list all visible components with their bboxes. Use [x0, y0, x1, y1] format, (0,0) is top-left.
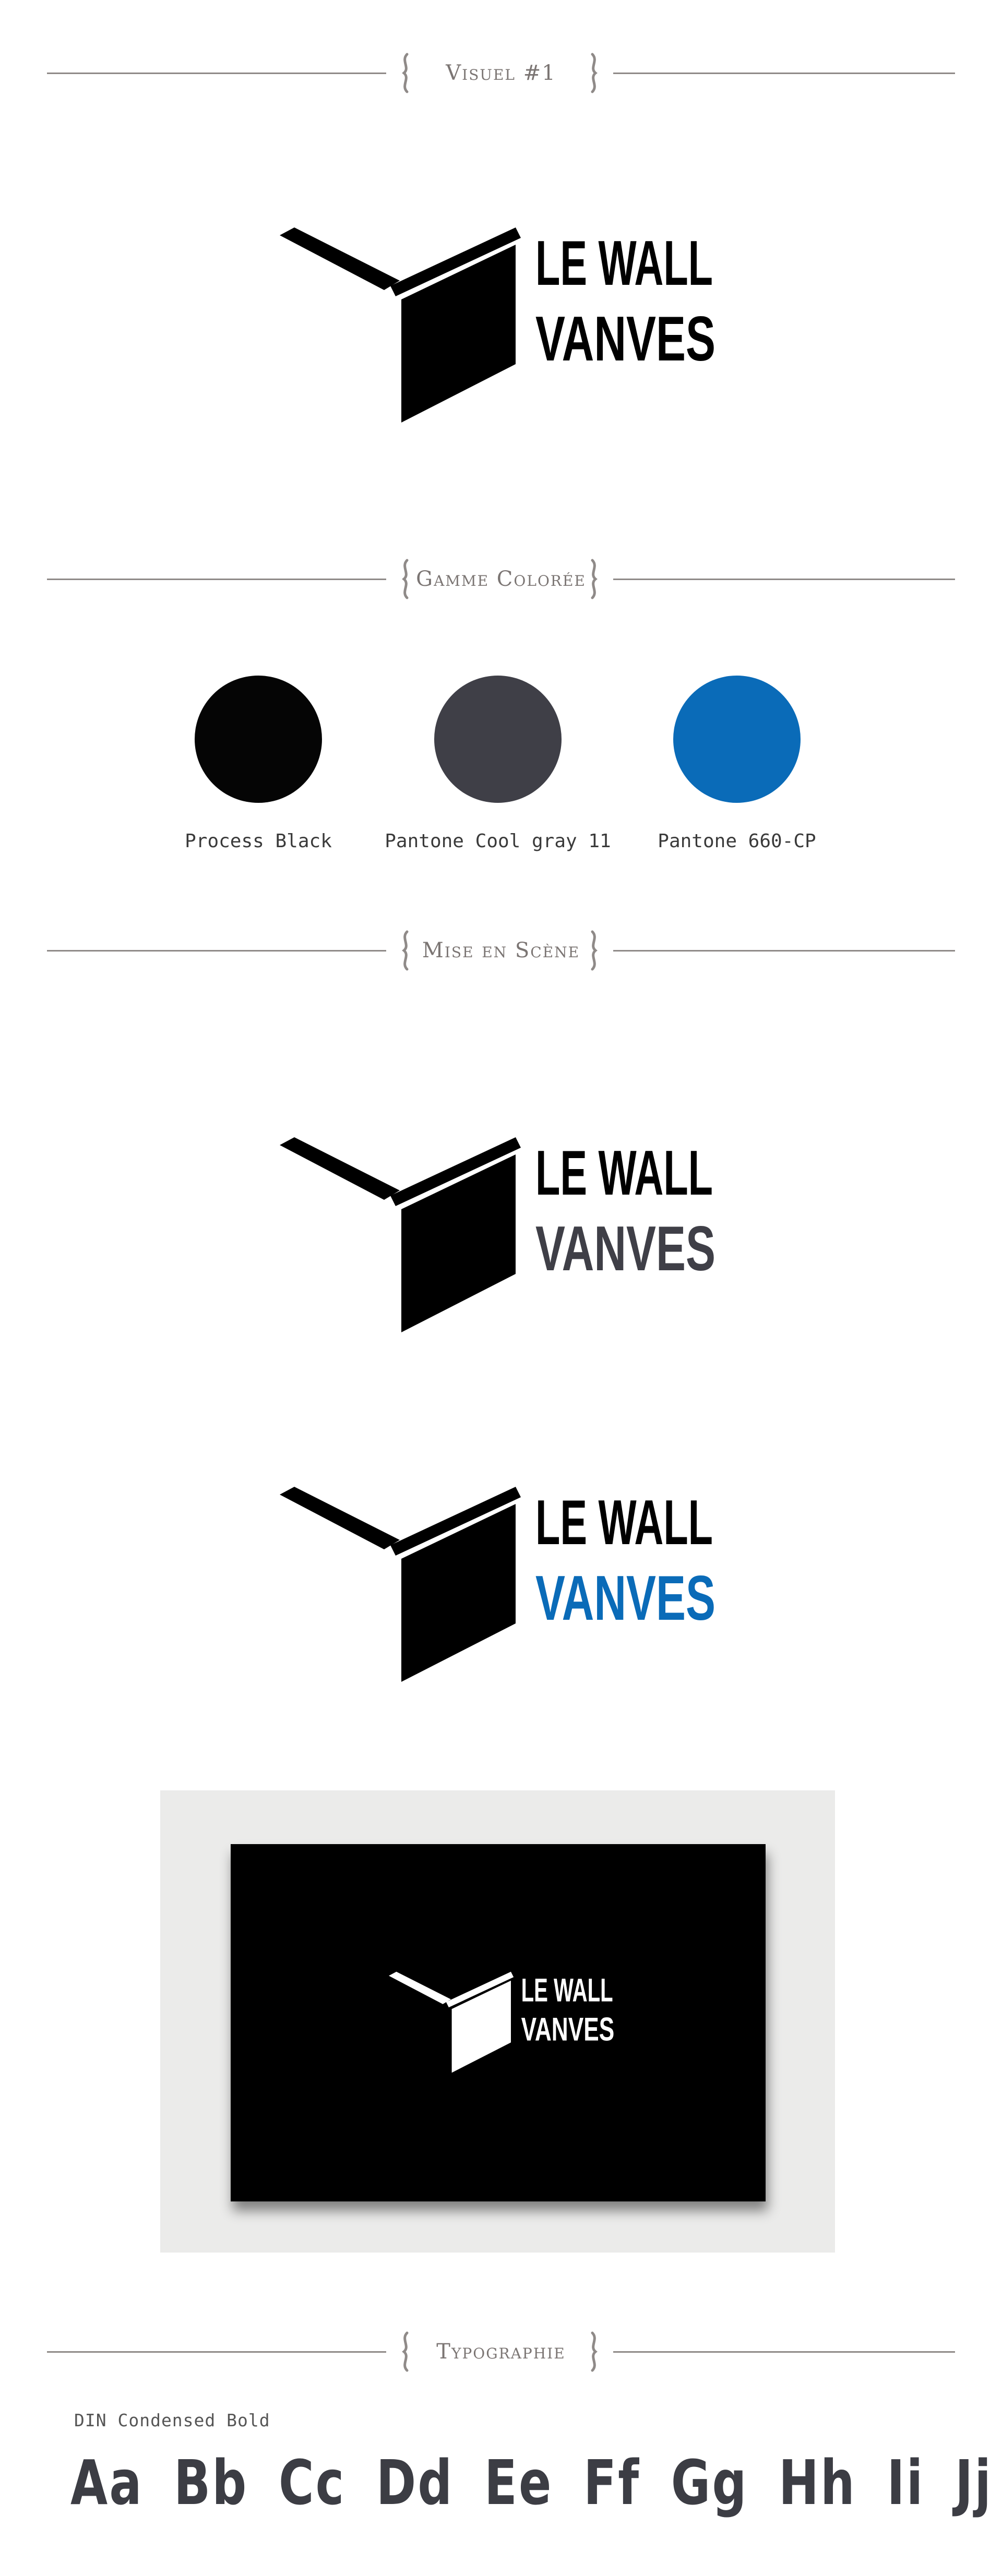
- divider-line: [47, 579, 386, 580]
- divider-line: [613, 950, 955, 952]
- divider-line: [613, 2351, 955, 2353]
- ornament-icon: [398, 2331, 413, 2373]
- logo-line1: LE WALL: [535, 1137, 713, 1208]
- section-title: Visuel #1: [446, 61, 556, 85]
- ornament-icon: [586, 930, 602, 971]
- divider-line: [47, 73, 386, 74]
- logo-mark-icon: [280, 1137, 521, 1332]
- font-name-label: DIN Condensed Bold: [74, 2410, 270, 2430]
- logo-blue-variant: [280, 1487, 723, 1685]
- section-divider-mise: [47, 927, 955, 974]
- swatch-label: Pantone 660-CP: [658, 830, 816, 852]
- section-title: Gamme Colorée: [416, 567, 586, 591]
- logo-line1: LE WALL: [521, 1972, 613, 2009]
- color-swatch-black: [195, 676, 322, 803]
- ornament-icon: [398, 930, 413, 971]
- color-swatch-blue: [673, 676, 801, 803]
- logo-line2: VANVES: [535, 303, 715, 374]
- ornament-icon: [586, 558, 602, 600]
- swatch-label: Process Black: [185, 830, 332, 852]
- logo-line2: VANVES: [535, 1562, 715, 1633]
- logo-line2: VANVES: [535, 1213, 715, 1284]
- section-title: Mise en Scène: [422, 938, 580, 962]
- section-divider-visuel: [47, 50, 955, 97]
- logo-mark-icon: [389, 1972, 514, 2073]
- logo-gray-variant: [280, 1137, 723, 1335]
- mockup-frame: [160, 1790, 835, 2253]
- divider-line: [613, 579, 955, 580]
- section-divider-gamme: [47, 556, 955, 603]
- divider-line: [613, 73, 955, 74]
- font-specimen: Aa Bb Cc Dd Ee Ff Gg Hh Ii Jj: [70, 2447, 993, 2519]
- divider-line: [47, 950, 386, 952]
- logo-mark-icon: [280, 227, 521, 423]
- section-divider-typo: [47, 2328, 955, 2375]
- logo-mark-icon: [280, 1487, 521, 1682]
- logo-white: [389, 1971, 618, 2075]
- ornament-icon: [586, 52, 602, 94]
- section-title: Typographie: [436, 2340, 566, 2364]
- logo-line1: LE WALL: [535, 227, 713, 298]
- logo-black: [280, 227, 723, 426]
- color-swatch-gray: [434, 676, 562, 803]
- logo-line2: VANVES: [521, 2011, 615, 2048]
- ornament-icon: [398, 52, 413, 94]
- logo-line1: LE WALL: [535, 1487, 713, 1558]
- swatch-label: Pantone Cool gray 11: [385, 830, 611, 852]
- divider-line: [47, 2351, 386, 2353]
- ornament-icon: [586, 2331, 602, 2373]
- ornament-icon: [398, 558, 413, 600]
- business-card-mockup: [231, 1844, 766, 2201]
